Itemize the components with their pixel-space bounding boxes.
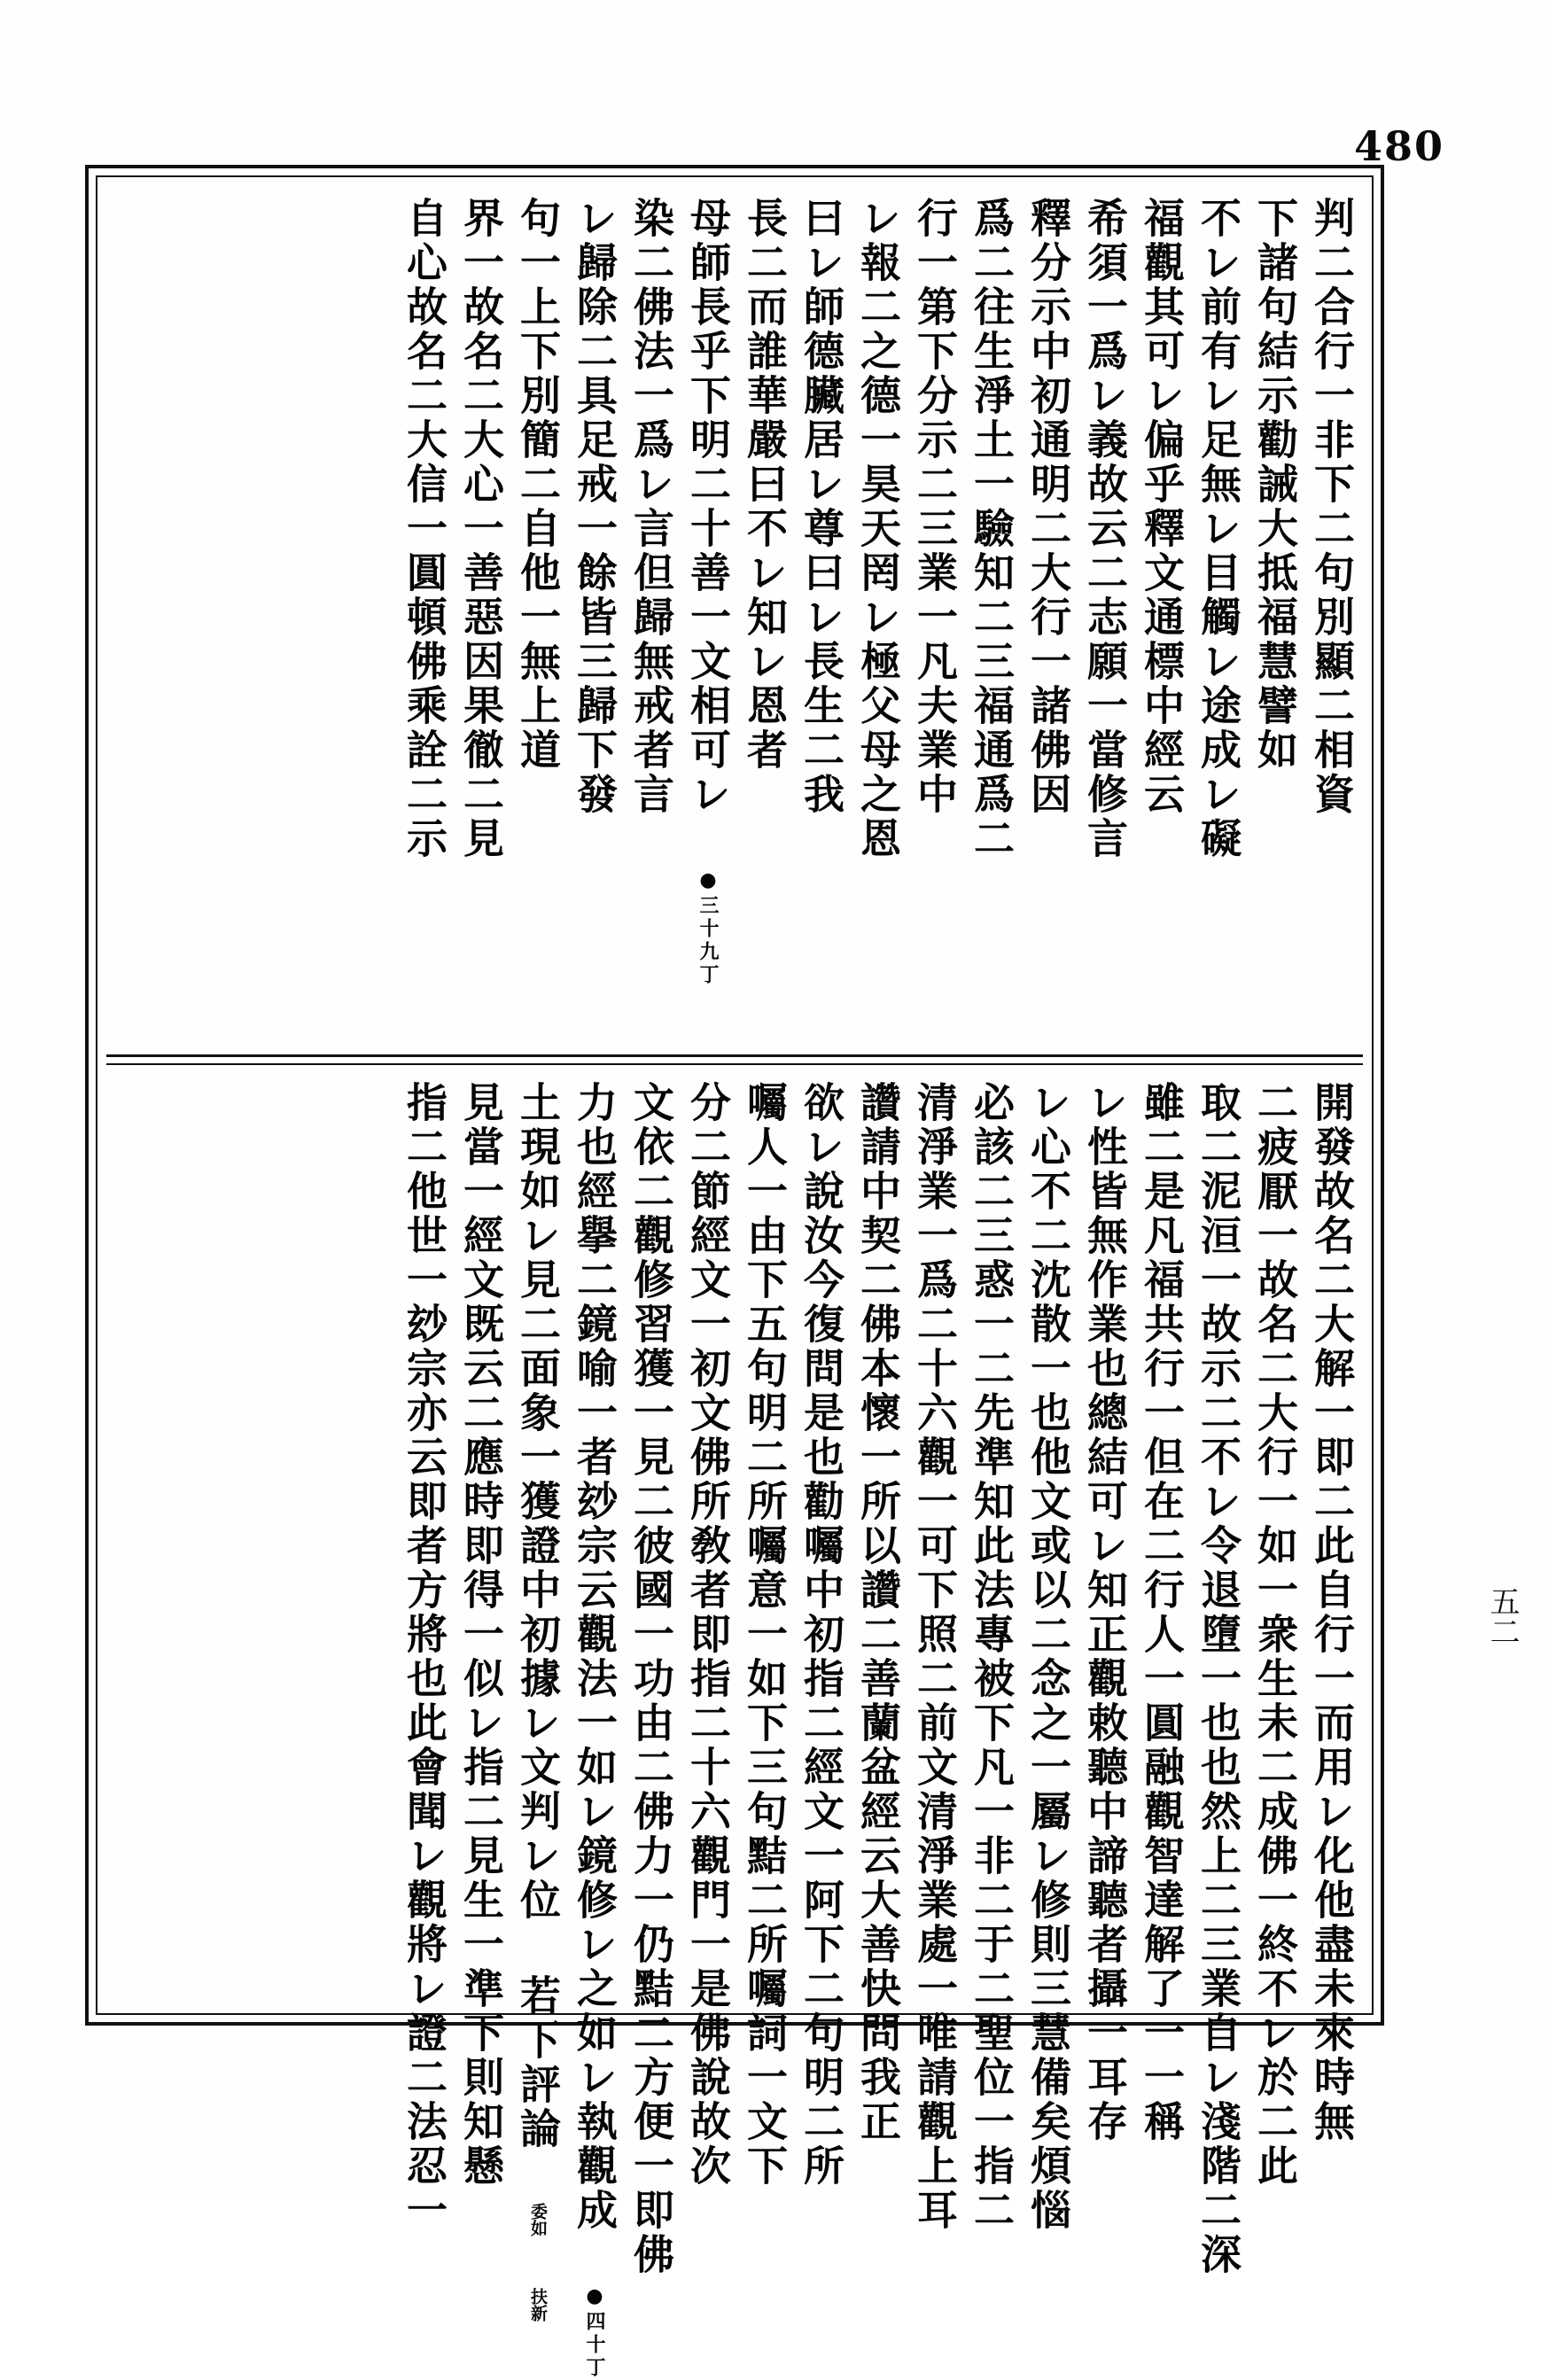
text-column: 下諸句結示勸誡大抵福慧譬如 [1251, 197, 1299, 773]
text-column-body: 土現如レ見二面象一獲證中初據レ文判レ位 若下評論 [514, 1081, 562, 2151]
text-column: 分二節經文一初文佛所敎者即指二十六觀門一是佛說故次 [684, 1081, 732, 2189]
text-column: 希須一爲レ義故云二志願一當修言 [1081, 197, 1129, 861]
text-column: 爲二往生淨土一驗知二三福通爲二 [968, 197, 1016, 861]
text-column: レ性皆無作業也總結可レ知正觀敕聽中諦聽者攝一耳存 [1081, 1081, 1129, 2144]
text-column: 界一故名二大心一善惡因果徹二見 [457, 197, 505, 861]
text-column-body: 力也經擧二鏡喻一者玅宗云觀法一如レ鏡修レ之如レ執觀成 [571, 1081, 619, 2233]
text-column: 釋分示中初通明二大行一諸佛因 [1024, 197, 1072, 817]
page-number-arabic: 480 [1353, 122, 1444, 170]
folio-note-marker: ●三十九丁 [697, 868, 720, 987]
text-column: レ歸除二具足戒一餘皆三歸下發 [571, 197, 619, 817]
text-column: 判二合行一非下二句別顯二相資 [1308, 197, 1356, 817]
upper-register [117, 197, 1356, 1047]
text-column: 雖二是凡福共行一但在二行人一圓融觀智達解了一一稱 [1138, 1081, 1186, 2144]
page-number-kanji: 五二 [1484, 1586, 1520, 1646]
text-column: 福觀其可レ偏乎釋文通標中經云 [1138, 197, 1186, 817]
text-column: 必該二三惑一二先準知此法專被下凡一非二于二聖位一指二 [968, 1081, 1016, 2233]
text-column-body: 母師長乎下明二十善一文相可レ [684, 197, 732, 817]
text-column: 句一上下別簡二自他一無上道 [514, 197, 562, 773]
page-border-outer [85, 165, 1384, 2380]
text-column: 開發故名二大解一即二此自行一而用レ化他盡未來時無 [1308, 1081, 1356, 2144]
text-column: 清淨業一爲二十六觀一可下照二前文清淨業處一唯請觀上耳 [911, 1081, 959, 2233]
text-column: 曰レ師德臟居レ尊曰レ長生二我 [798, 197, 845, 817]
text-column: 指二他世一玅宗亦云即者方將也此會聞レ觀將レ證二法忍一 [401, 1081, 448, 2233]
text-column: レ報二之德一昊天罔レ極父母之恩 [854, 197, 902, 861]
lower-register [117, 1081, 1356, 2380]
text-column: 長二而誰華嚴曰不レ知レ恩者 [741, 197, 789, 773]
register-divider [106, 1054, 1363, 1057]
interlinear-note-fushin: 扶新 [528, 2288, 548, 2322]
interlinear-note-kyonyo: 委如 [528, 2203, 548, 2236]
text-column: 欲レ說汝今復問是也勸囑中初指二經文一阿下二句明二所 [798, 1081, 845, 2189]
page-border-inner [96, 175, 1374, 2380]
text-column-with-note [558, 1081, 619, 2380]
text-column: 不レ前有レ足無レ目觸レ途成レ礙 [1195, 197, 1242, 861]
text-column: 染二佛法一爲レ言但歸無戒者言 [627, 197, 675, 817]
text-column: 自心故名二大信一圓頓佛乘詮二示 [401, 197, 448, 861]
text-column: レ心不二沈散一也他文或以二念之一屬レ修則三慧備矣煩惱 [1024, 1081, 1072, 2233]
text-column-with-note [672, 197, 732, 1038]
text-column: 見當一經文既云二應時即得一似レ指二見生一準下則知懸 [457, 1081, 505, 2189]
text-column-with-interlinear-note [502, 1081, 562, 2322]
text-column: 文依二觀修習獲一見二彼國一功由二佛力一仍黠二方便一即佛 [627, 1081, 675, 2277]
folio-note-marker: ●四十丁 [583, 2284, 606, 2380]
text-column: 取二泥洹一故示二不レ令退墮一也也然上二三業自レ淺階二深 [1195, 1081, 1242, 2277]
text-column: 讚請中契二佛本懷一所以讚二善蘭盆經云大善快問我正 [854, 1081, 902, 2144]
text-column: 囑人一由下五句明二所囑意一如下三句黠二所囑詞一文下 [741, 1081, 789, 2189]
text-column: 二疲厭一故名二大行一如一衆生未二成佛一終不レ於二此 [1251, 1081, 1299, 2189]
text-column: 行一第下分示二三業一凡夫業中 [911, 197, 959, 817]
